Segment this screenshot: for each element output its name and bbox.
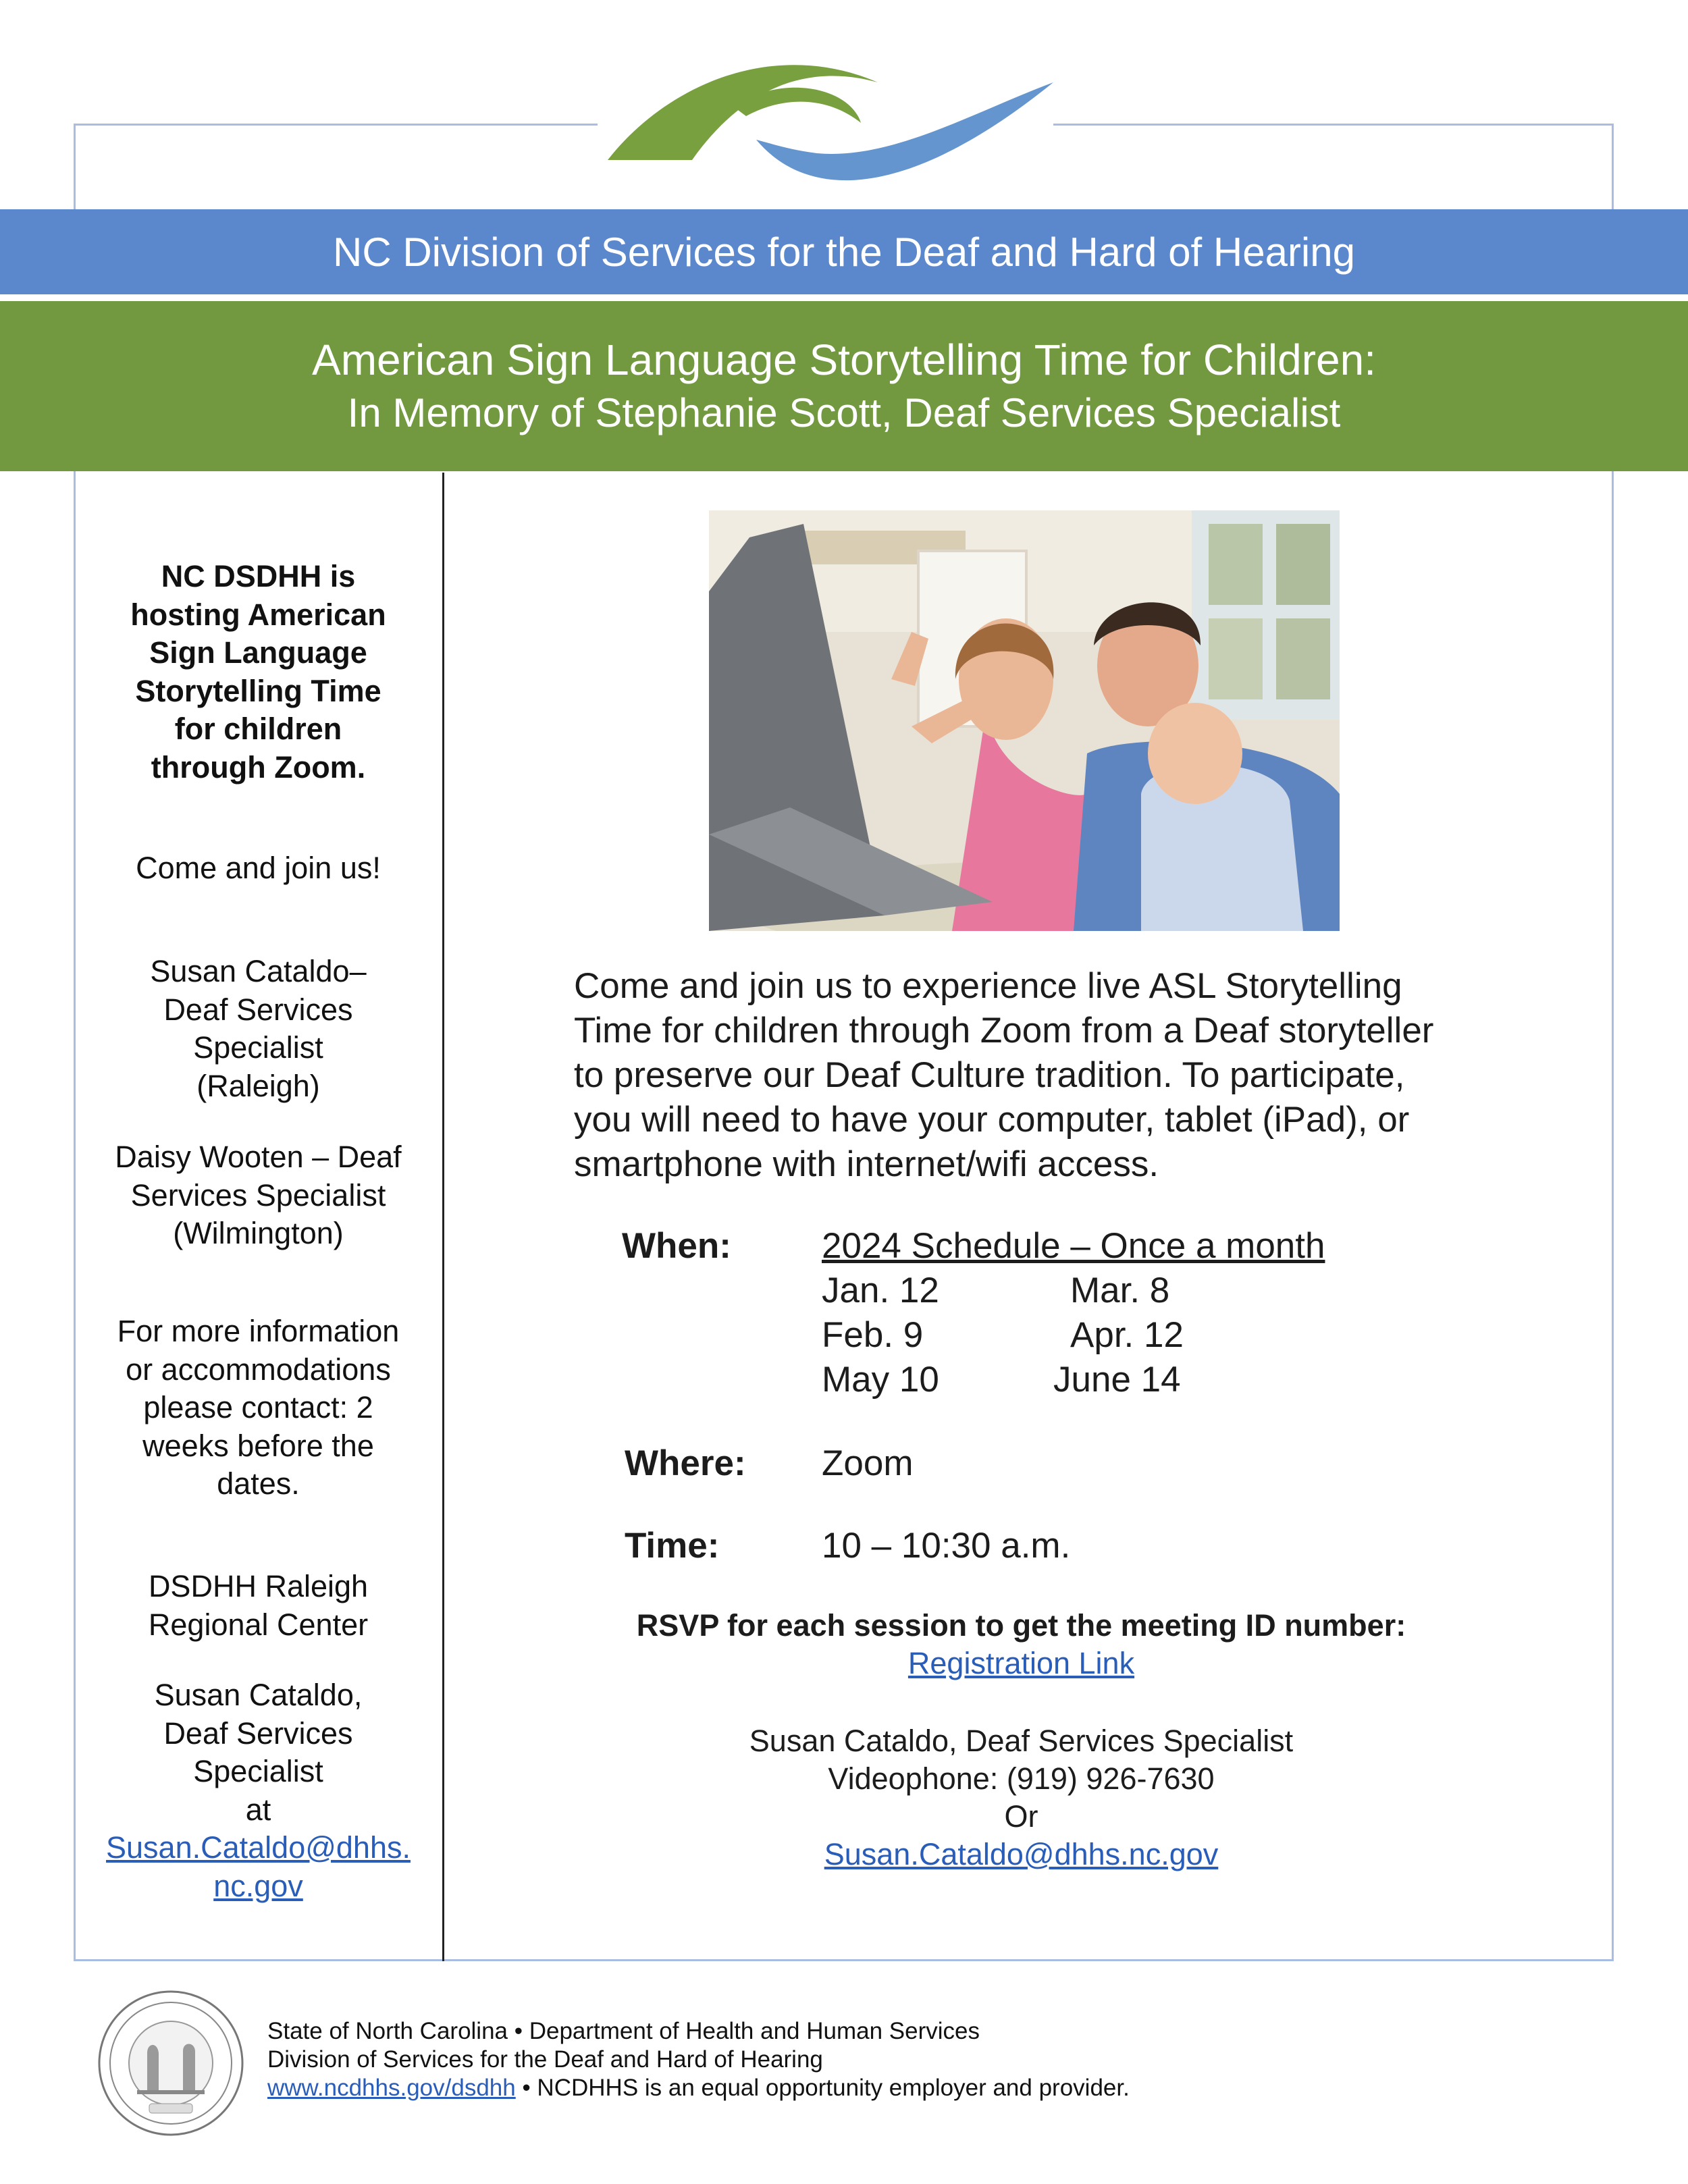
schedule-date: Jan. 12 (822, 1271, 939, 1310)
where-value: Zoom (822, 1443, 914, 1483)
sidebar-email-link[interactable] (106, 1830, 411, 1903)
description-line: you will need to have your computer, tablet (iPad), or (574, 1100, 1410, 1140)
email-line: Susan.Cataldo@dhhs. (106, 1830, 411, 1865)
registration-link[interactable]: Registration Link (907, 1646, 1135, 1680)
footer-line3 (267, 2074, 1130, 2102)
dsdhh-logo (594, 42, 1067, 204)
sidebar-contact-email (81, 1676, 436, 1905)
description-line: to preserve our Deaf Culture tradition. To participate, (574, 1055, 1405, 1095)
contact-line: (Raleigh) (196, 1068, 320, 1103)
contact-line: Susan Cataldo, (154, 1678, 363, 1712)
contact-email-link[interactable]: Susan.Cataldo@dhhs.nc.gov (824, 1837, 1219, 1871)
sidebar-contact-wilmington (81, 1138, 436, 1253)
when-label: When: (622, 1226, 731, 1266)
or-text: Or (1004, 1799, 1038, 1834)
contact-line: Susan Cataldo– (150, 954, 367, 988)
center-line: Regional Center (148, 1607, 369, 1642)
sidebar-contact-raleigh (81, 953, 436, 1105)
center-line: DSDHH Raleigh (148, 1569, 369, 1603)
time-value: 10 – 10:30 a.m. (822, 1526, 1071, 1566)
family-photo (709, 510, 1340, 931)
info-line: or accommodations (126, 1352, 391, 1387)
where-label: Where: (625, 1443, 746, 1483)
sidebar-join: Come and join us! (136, 851, 381, 885)
agency-name: NC Division of Services for the Deaf and Hard of Hearing (332, 229, 1355, 275)
contact-line: Specialist (193, 1030, 323, 1065)
schedule-date: Apr. 12 (1070, 1315, 1184, 1355)
contact-name: Susan Cataldo, Deaf Services Specialist (749, 1724, 1294, 1758)
time-label: Time: (625, 1526, 720, 1566)
contact-line: Specialist (193, 1754, 323, 1788)
intro-line: Sign Language (149, 635, 367, 670)
videophone: Videophone: (919) 926-7630 (828, 1761, 1215, 1796)
description-line: smartphone with internet/wifi access. (574, 1144, 1159, 1184)
nc-state-seal (97, 1989, 245, 2137)
event-title: American Sign Language Storytelling Time for Children: (312, 336, 1376, 384)
sidebar-regional-center (81, 1568, 436, 1644)
dsdhh-website-link[interactable]: www.ncdhhs.gov/dsdhh (267, 2075, 516, 2101)
rsvp-text: RSVP for each session to get the meeting ID number: (636, 1608, 1406, 1643)
schedule-heading: 2024 Schedule – Once a month (822, 1226, 1325, 1266)
contact-line: Daisy Wooten – Deaf (115, 1140, 402, 1174)
info-line: For more information (117, 1314, 400, 1348)
contact-line: (Wilmington) (173, 1216, 344, 1250)
sidebar-intro (81, 558, 436, 787)
schedule-date: June 14 (1053, 1360, 1181, 1400)
info-line: dates. (217, 1466, 300, 1501)
contact-line: Deaf Services (163, 1715, 353, 1751)
contact-line: Services Specialist (130, 1177, 386, 1213)
sidebar-more-info (81, 1312, 436, 1503)
contact-line: at (245, 1792, 271, 1827)
column-divider (442, 473, 444, 1961)
contact-line: Deaf Services (163, 992, 353, 1027)
schedule-date: Feb. 9 (822, 1315, 924, 1355)
intro-line: Storytelling Time (135, 673, 381, 708)
intro-line: for children (174, 712, 342, 746)
email-line: nc.gov (213, 1868, 303, 1903)
banner-separator (0, 294, 1688, 301)
title-banner (0, 301, 1688, 471)
event-subtitle: In Memory of Stephanie Scott, Deaf Services Specialist (347, 390, 1341, 435)
info-line: please contact: 2 (143, 1390, 373, 1424)
schedule-date: Mar. 8 (1070, 1271, 1170, 1310)
info-line: weeks before the (142, 1428, 374, 1463)
description-line: Come and join us to experience live ASL Storytelling (574, 966, 1402, 1006)
intro-line: through Zoom. (151, 749, 366, 784)
main-contact (574, 1722, 1469, 1873)
intro-line: NC DSDHH is (161, 559, 356, 593)
agency-banner (0, 209, 1688, 294)
event-description (574, 964, 1553, 1187)
intro-line: hosting American (130, 597, 386, 632)
footer-line1: State of North Carolina • Department of Health and Human Services (267, 2018, 980, 2044)
schedule-date: May 10 (822, 1360, 939, 1400)
description-line: Time for children through Zoom from a Deaf storyteller (574, 1011, 1434, 1050)
registration-link-row (574, 1646, 1469, 1681)
footer-line2: Division of Services for the Deaf and Hard of Hearing (267, 2046, 823, 2073)
footer-eeo-text: • NCDHHS is an equal opportunity employer and provider. (515, 2075, 1130, 2101)
